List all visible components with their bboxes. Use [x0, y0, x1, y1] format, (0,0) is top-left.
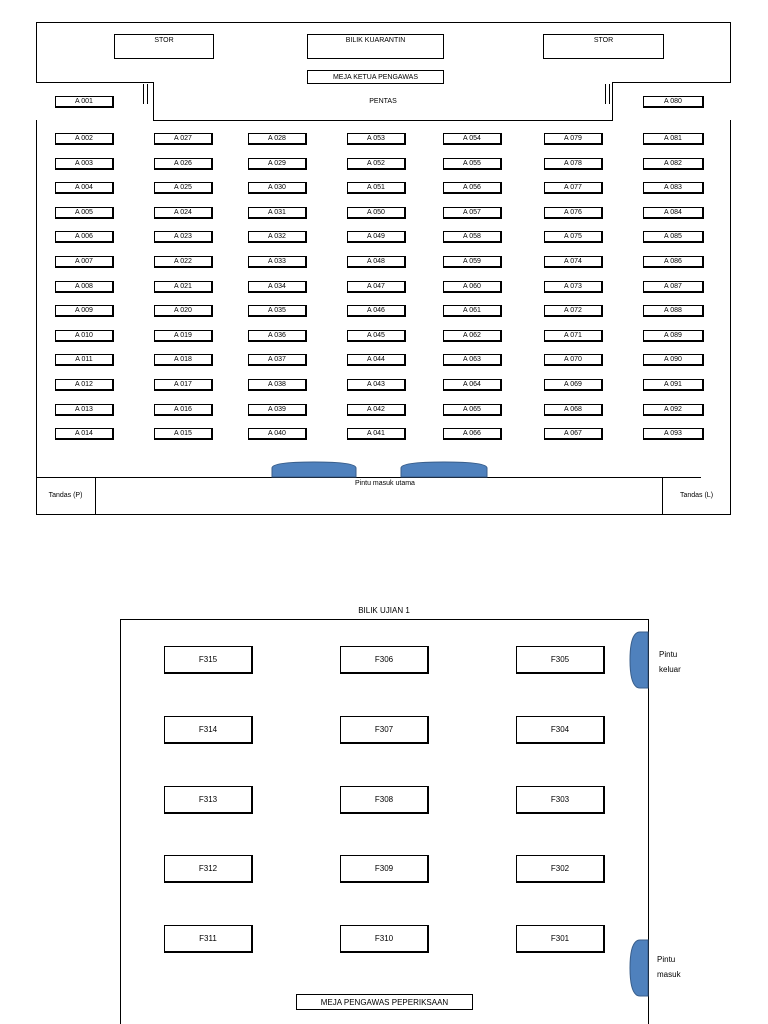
seat: A 028 [248, 133, 307, 145]
seat: A 024 [154, 207, 213, 219]
seat-a001: A 001 [55, 96, 114, 108]
exam-desk: F306 [340, 646, 429, 674]
seat: A 071 [544, 330, 603, 342]
seat: A 031 [248, 207, 307, 219]
seat: A 060 [443, 281, 502, 293]
seat: A 044 [347, 354, 406, 366]
seat: A 075 [544, 231, 603, 243]
seat: A 052 [347, 158, 406, 170]
exam-desk: F315 [164, 646, 253, 674]
exam-desk: F310 [340, 925, 429, 953]
exit-door[interactable] [630, 632, 648, 688]
seat: A 013 [55, 404, 114, 416]
seat: A 010 [55, 330, 114, 342]
exit-door-label-line1: Pintu [659, 650, 678, 659]
toilet-left-label: Tandas (P) [48, 492, 83, 499]
seat: A 015 [154, 428, 213, 440]
seat: A 033 [248, 256, 307, 268]
entry-door-label-line2: masuk [657, 970, 681, 979]
seat: A 078 [544, 158, 603, 170]
exam-desk: F301 [516, 925, 605, 953]
seat: A 008 [55, 281, 114, 293]
seat: A 092 [643, 404, 704, 416]
seat: A 023 [154, 231, 213, 243]
seat: A 065 [443, 404, 502, 416]
exam-desk: F313 [164, 786, 253, 814]
seat: A 020 [154, 305, 213, 317]
seat: A 083 [643, 182, 704, 194]
seat: A 073 [544, 281, 603, 293]
seat-a080: A 080 [643, 96, 704, 108]
exam-desk: F305 [516, 646, 605, 674]
seat: A 046 [347, 305, 406, 317]
seat: A 026 [154, 158, 213, 170]
seat: A 018 [154, 354, 213, 366]
exam-desk: F314 [164, 716, 253, 744]
stage-label: PENTAS [369, 98, 397, 105]
seat: A 047 [347, 281, 406, 293]
seat: A 072 [544, 305, 603, 317]
exam-desk: F303 [516, 786, 605, 814]
seat: A 007 [55, 256, 114, 268]
seat: A 054 [443, 133, 502, 145]
seat: A 068 [544, 404, 603, 416]
seat: A 074 [544, 256, 603, 268]
seat: A 021 [154, 281, 213, 293]
seat: A 082 [643, 158, 704, 170]
seat: A 077 [544, 182, 603, 194]
seat: A 091 [643, 379, 704, 391]
room-title: BILIK UJIAN 1 [358, 606, 410, 615]
main-entrance-door-left[interactable] [272, 462, 356, 477]
seat: A 003 [55, 158, 114, 170]
exam-desk: F304 [516, 716, 605, 744]
entry-door[interactable] [630, 940, 648, 996]
seat: A 004 [55, 182, 114, 194]
seat: A 045 [347, 330, 406, 342]
seat: A 039 [248, 404, 307, 416]
seat: A 076 [544, 207, 603, 219]
seat: A 034 [248, 281, 307, 293]
seat: A 040 [248, 428, 307, 440]
seat: A 019 [154, 330, 213, 342]
seat: A 066 [443, 428, 502, 440]
exam-desk: F312 [164, 855, 253, 883]
seat: A 030 [248, 182, 307, 194]
seat: A 005 [55, 207, 114, 219]
seat: A 042 [347, 404, 406, 416]
entry-door-label-line1: Pintu [657, 955, 676, 964]
seat: A 088 [643, 305, 704, 317]
seat: A 063 [443, 354, 502, 366]
seat: A 049 [347, 231, 406, 243]
exam-desk: F307 [340, 716, 429, 744]
seat: A 043 [347, 379, 406, 391]
exam-desk: F309 [340, 855, 429, 883]
seat: A 036 [248, 330, 307, 342]
main-entrance-door-right[interactable] [401, 462, 487, 477]
main-entrance-label: Pintu masuk utama [355, 480, 415, 487]
seat: A 038 [248, 379, 307, 391]
seat: A 058 [443, 231, 502, 243]
exit-door-label-line2: keluar [659, 665, 681, 674]
seat: A 089 [643, 330, 704, 342]
seat: A 079 [544, 133, 603, 145]
seat: A 012 [55, 379, 114, 391]
seat: A 093 [643, 428, 704, 440]
seat: A 009 [55, 305, 114, 317]
seat: A 053 [347, 133, 406, 145]
seat: A 055 [443, 158, 502, 170]
seat: A 084 [643, 207, 704, 219]
seat: A 022 [154, 256, 213, 268]
exam-desk: F311 [164, 925, 253, 953]
stor-left-label: STOR [154, 37, 174, 44]
seat: A 059 [443, 256, 502, 268]
seat: A 025 [154, 182, 213, 194]
seat: A 032 [248, 231, 307, 243]
seat: A 037 [248, 354, 307, 366]
seat: A 035 [248, 305, 307, 317]
seat: A 070 [544, 354, 603, 366]
seat: A 081 [643, 133, 704, 145]
seat: A 014 [55, 428, 114, 440]
seat: A 085 [643, 231, 704, 243]
seat: A 090 [643, 354, 704, 366]
stor-right-label: STOR [593, 37, 614, 44]
seat: A 050 [347, 207, 406, 219]
seat: A 016 [154, 404, 213, 416]
seat: A 086 [643, 256, 704, 268]
seat: A 041 [347, 428, 406, 440]
chief-desk-label: MEJA KETUA PENGAWAS [332, 73, 419, 81]
seat: A 048 [347, 256, 406, 268]
seat: A 029 [248, 158, 307, 170]
seat: A 064 [443, 379, 502, 391]
seat: A 087 [643, 281, 704, 293]
invigilator-desk-label: MEJA PENGAWAS PEPERIKSAAN [320, 997, 449, 1007]
exam-desk: F308 [340, 786, 429, 814]
seat: A 002 [55, 133, 114, 145]
seat: A 057 [443, 207, 502, 219]
toilet-right-label: Tandas (L) [679, 492, 714, 499]
quarantine-label: BILIK KUARANTIN [345, 37, 406, 44]
seat: A 051 [347, 182, 406, 194]
seat: A 062 [443, 330, 502, 342]
seat: A 006 [55, 231, 114, 243]
seat: A 067 [544, 428, 603, 440]
seat: A 017 [154, 379, 213, 391]
seat: A 027 [154, 133, 213, 145]
seat: A 069 [544, 379, 603, 391]
seat: A 056 [443, 182, 502, 194]
exam-desk: F302 [516, 855, 605, 883]
seat: A 061 [443, 305, 502, 317]
seat: A 011 [55, 354, 114, 366]
